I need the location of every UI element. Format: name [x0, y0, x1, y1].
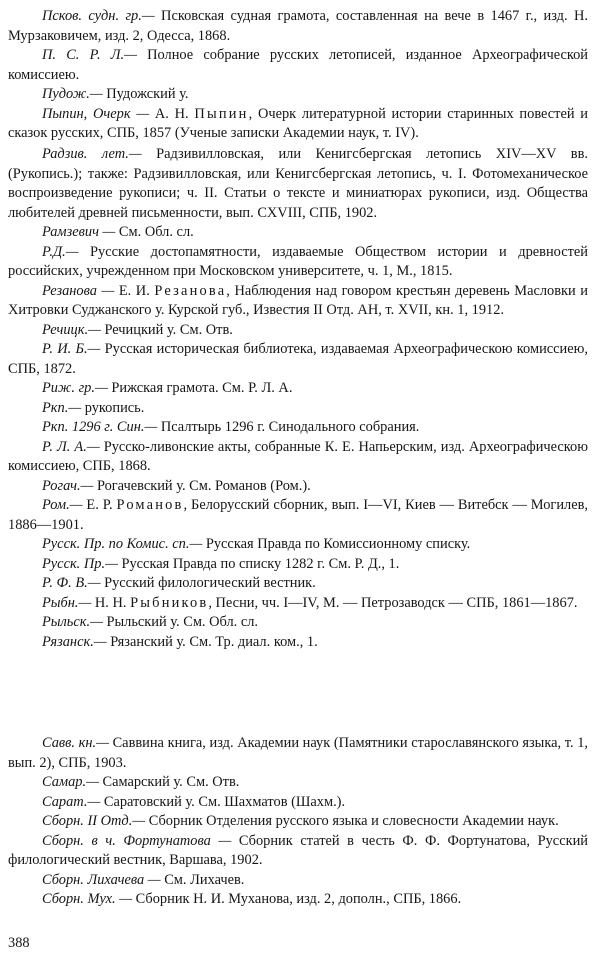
section-r-entries [8, 145, 588, 652]
entry-abbreviation: Сарат.— [42, 793, 101, 810]
entry-description: Псалтырь 1296 г. Синодального собрания. [157, 419, 420, 435]
entry-abbreviation: Ркп.— [42, 399, 82, 416]
entry-abbreviation: Савв. кн.— [42, 735, 109, 751]
entry-abbreviation: Р. Л. А.— [42, 438, 100, 455]
entry-description: Рогачевский у. См. Романов (Ром.). [93, 477, 311, 494]
entry-description: Русско-ливонские акты, собранные К. Е. Напьерским, изд. Археографическою комиссиею, СПБ, 1868. [8, 438, 588, 474]
abbreviation-entry [8, 890, 588, 910]
abbreviation-entry [8, 105, 588, 144]
abbreviation-entry [8, 243, 588, 282]
entry-abbreviation: Пудож.— [42, 86, 103, 102]
author-initials: Н. Н. [91, 594, 131, 611]
entry-abbreviation: Р.Д.— [42, 243, 79, 260]
entry-description: , Песни, чч. I—IV, М. — Петрозаводск — СПБ, 1861—1867. [208, 594, 578, 611]
abbreviation-entry [8, 594, 588, 614]
abbreviation-entry [8, 496, 588, 535]
entry-description: Сборник Н. И. Муханова, изд. 2, дополн., СПБ, 1866. [132, 891, 462, 907]
entry-abbreviation: Сборн. II Отд.— [42, 813, 146, 829]
abbreviation-entry [8, 613, 588, 633]
page-number: 388 [8, 935, 30, 951]
entry-abbreviation: Сборн. Мух. — [42, 891, 133, 907]
entry-description: Сборник Отделения русского языка и словесности Академии наук. [145, 813, 559, 829]
entry-description: Рязанский у. См. Тр. диал. ком., 1. [106, 633, 318, 650]
abbreviation-entry [8, 321, 588, 341]
abbreviation-entry [8, 418, 588, 438]
author-surname: Пыпин [194, 105, 249, 122]
entry-description: Саратовский у. См. Шахматов (Шахм.). [100, 793, 346, 810]
abbreviation-entry [8, 812, 588, 832]
entry-abbreviation: Рязанск.— [42, 633, 107, 650]
entry-abbreviation: Рогач.— [42, 477, 94, 494]
abbreviation-entry [8, 535, 588, 555]
abbreviation-entry [8, 555, 588, 575]
abbreviation-entry [8, 832, 588, 871]
abbreviation-entry [8, 340, 588, 379]
abbreviation-entry [8, 282, 588, 321]
entry-abbreviation: Радзив. лет.— [42, 146, 142, 162]
section-p-entries [8, 7, 588, 144]
author-initials: Е. И. [114, 282, 155, 299]
entry-description: Пудожский у. [102, 86, 189, 102]
abbreviation-entry [8, 399, 588, 419]
entry-abbreviation: Резанова — [42, 282, 115, 299]
entry-description: Русская Правда по списку 1282 г. См. Р. Д., 1. [117, 555, 400, 572]
author-surname: Романов [116, 497, 184, 513]
entry-description: Самарский у. См. Отв. [98, 774, 240, 790]
entry-description: рукопись. [81, 399, 145, 416]
entry-description: Речицкий у. См. Отв. [100, 321, 233, 338]
entry-description: Псковская судная грамота, составленная на вече в 1467 г., изд. Н. Мурзаковичем, изд. 2, Одесса, 1868. [8, 8, 588, 44]
entry-description: Русские достопамятности, издаваемые Обществом истории и древностей российских, учрежденном при Московском университете, ч. 1, М., 1815. [8, 243, 588, 279]
abbreviation-entry [8, 85, 588, 105]
entry-description: , Очерк литературной истории старинных повестей и сказок русских, СПБ, 1857 (Ученые записки Академии наук, т. IV). [8, 105, 588, 141]
abbreviation-entry [8, 223, 588, 243]
entry-abbreviation: Русск. Пр. по Комис. сп.— [42, 536, 203, 552]
abbreviation-entry [8, 871, 588, 891]
entry-description: Русская Правда по Комиссионному списку. [202, 536, 471, 552]
entry-abbreviation: Русск. Пр.— [42, 555, 118, 572]
entry-abbreviation: Рамзевич — [42, 224, 116, 240]
entry-abbreviation: Сборн. в ч. Фортунатова — [42, 832, 232, 849]
entry-description: Русская историческая библиотека, издаваемая Археографическою комиссиею, СПБ, 1872. [8, 341, 588, 377]
entry-abbreviation: Рыльск.— [42, 614, 103, 630]
entry-description: , Белорусский сборник, вып. I—VI, Киев — Витебск — Могилев, 1886—1901. [8, 497, 588, 533]
entry-description: Сборник статей в честь Ф. Ф. Фортунатова, Русский филологический вестник, Варшава, 1902. [8, 832, 588, 868]
entry-abbreviation: Ром.— [42, 497, 83, 513]
abbreviation-entry [8, 773, 588, 793]
entry-abbreviation: Ркп. 1296 г. Син.— [42, 419, 158, 435]
entry-abbreviation: П. С. Р. Л.— [42, 47, 137, 63]
entry-abbreviation: Рыбн.— [42, 594, 92, 611]
entry-description: См. Обл. сл. [115, 224, 194, 240]
abbreviation-entry [8, 145, 588, 223]
author-initials: Е. Р. [82, 497, 117, 513]
abbreviation-entry [8, 477, 588, 497]
entry-description: Саввина книга, изд. Академии наук (Памятники старославянского языка, т. 1, вып. 2), СПБ, 1903. [8, 735, 588, 771]
section-s-entries [8, 734, 588, 910]
entry-abbreviation: Риж. гр.— [42, 380, 108, 396]
abbreviation-entry [8, 379, 588, 399]
entry-abbreviation: Пыпин, Очерк — [42, 105, 150, 122]
entry-abbreviation: Сборн. Лихачева — [42, 871, 161, 888]
entry-description: Рыльский у. См. Обл. сл. [102, 614, 259, 630]
abbreviation-entry [8, 574, 588, 594]
author-initials: А. Н. [149, 105, 195, 122]
abbreviation-entry [8, 438, 588, 477]
entry-abbreviation: Самар.— [42, 774, 99, 790]
entry-abbreviation: Речицк.— [42, 321, 101, 338]
abbreviation-entry [8, 633, 588, 653]
abbreviation-entry [8, 46, 588, 85]
abbreviation-entry [8, 793, 588, 813]
entry-description: Радзивилловская, или Кенигсбергская летопись XIV—XV вв. (Рукопись.); также: Радзивилловская, или Кенигсбергская летопись, ч. I. Фотомеханическое воспроизведение рукописи; ч. II. Статьи о тексте и миниатюрах рукописи, изд. Общества любителей древней письменности, вып. CXVIII, СПБ, 1902. [8, 146, 588, 221]
abbreviation-entry [8, 734, 588, 773]
entry-description: , Наблюдения над говором крестьян деревень Масловки и Хитровки Суджанского у. Курской губ., Известия II Отд. АН, т. XVII, кн. 1, 1912. [8, 282, 588, 318]
abbreviation-entry [8, 7, 588, 46]
entry-description: Русский филологический вестник. [100, 575, 316, 591]
entry-description: Полное собрание русских летописей, изданное Археографической комиссиею. [8, 47, 588, 83]
entry-abbreviation: Псков. судн. гр.— [42, 8, 155, 24]
author-surname: Резанова [154, 282, 227, 299]
author-surname: Рыбников [130, 594, 209, 611]
entry-abbreviation: Р. Ф. В.— [42, 575, 101, 591]
entry-description: См. Лихачев. [160, 871, 245, 888]
entry-description: Рижская грамота. См. Р. Л. А. [107, 380, 293, 396]
entry-abbreviation: Р. И. Б.— [42, 341, 101, 357]
